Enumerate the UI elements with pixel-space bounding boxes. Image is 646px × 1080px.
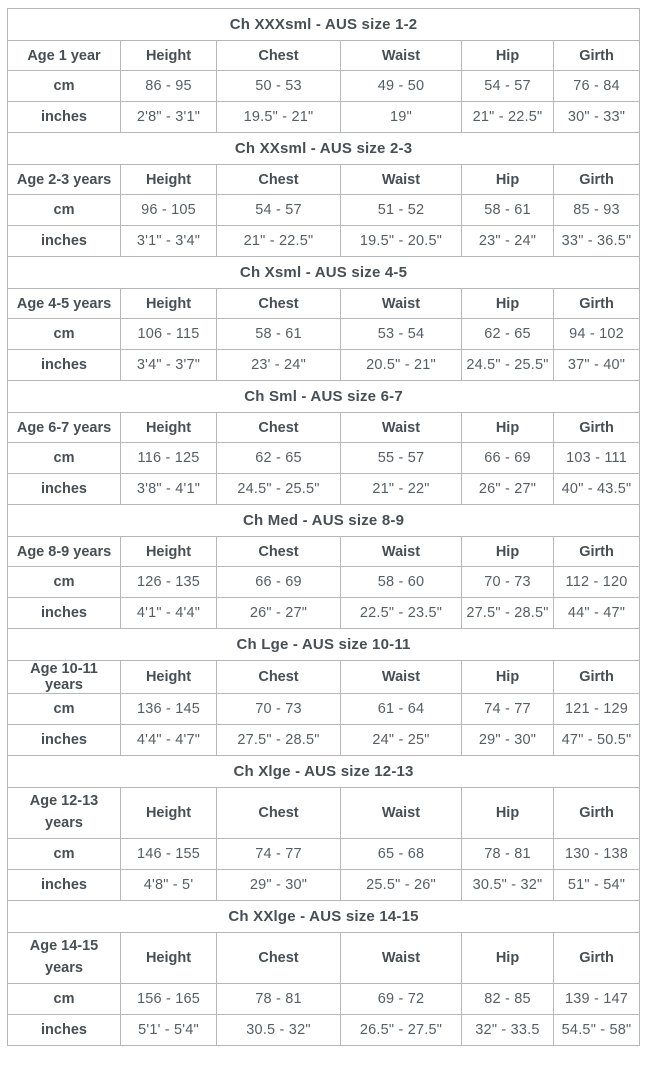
hip-header: Hip bbox=[462, 413, 554, 443]
measurement-value: 32" - 33.5 bbox=[462, 1015, 554, 1046]
measurement-value: 24.5" - 25.5" bbox=[462, 350, 554, 381]
measurement-value: 4'1" - 4'4" bbox=[121, 598, 217, 629]
measurement-value: 30" - 33" bbox=[554, 102, 640, 133]
age-header: Age 1 year bbox=[8, 41, 121, 71]
measurement-value: 30.5 - 32" bbox=[217, 1015, 341, 1046]
chest-header: Chest bbox=[217, 165, 341, 195]
inches-unit-label: inches bbox=[8, 725, 121, 756]
measurement-value: 78 - 81 bbox=[462, 839, 554, 870]
section-title-row bbox=[8, 381, 640, 413]
measurement-value: 22.5" - 23.5" bbox=[341, 598, 462, 629]
measurement-value: 21" - 22.5" bbox=[462, 102, 554, 133]
section-title-row bbox=[8, 756, 640, 788]
column-header-row bbox=[8, 413, 640, 443]
cm-unit-label: cm bbox=[8, 71, 121, 102]
inches-row bbox=[8, 1015, 640, 1046]
hip-header: Hip bbox=[462, 537, 554, 567]
chest-header: Chest bbox=[217, 933, 341, 984]
cm-unit-label: cm bbox=[8, 984, 121, 1015]
measurement-value: 23" - 24" bbox=[462, 226, 554, 257]
hip-header: Hip bbox=[462, 788, 554, 839]
section-title-row bbox=[8, 9, 640, 41]
girth-header: Girth bbox=[554, 537, 640, 567]
height-header: Height bbox=[121, 537, 217, 567]
cm-unit-label: cm bbox=[8, 694, 121, 725]
column-header-row bbox=[8, 661, 640, 694]
measurement-value: 19.5" - 21" bbox=[217, 102, 341, 133]
section-title: Ch XXsml - AUS size 2-3 bbox=[8, 133, 640, 165]
girth-header: Girth bbox=[554, 289, 640, 319]
height-header: Height bbox=[121, 933, 217, 984]
measurement-value: 61 - 64 bbox=[341, 694, 462, 725]
measurement-value: 70 - 73 bbox=[462, 567, 554, 598]
measurement-value: 33" - 36.5" bbox=[554, 226, 640, 257]
measurement-value: 29" - 30" bbox=[462, 725, 554, 756]
chest-header: Chest bbox=[217, 661, 341, 694]
section-title-row bbox=[8, 505, 640, 537]
cm-row bbox=[8, 443, 640, 474]
cm-unit-label: cm bbox=[8, 839, 121, 870]
cm-unit-label: cm bbox=[8, 319, 121, 350]
cm-row bbox=[8, 694, 640, 725]
measurement-value: 62 - 65 bbox=[217, 443, 341, 474]
cm-unit-label: cm bbox=[8, 567, 121, 598]
measurement-value: 5'1' - 5'4" bbox=[121, 1015, 217, 1046]
cm-row bbox=[8, 984, 640, 1015]
height-header: Height bbox=[121, 165, 217, 195]
height-header: Height bbox=[121, 41, 217, 71]
measurement-value: 51" - 54" bbox=[554, 870, 640, 901]
waist-header: Waist bbox=[341, 788, 462, 839]
measurement-value: 25.5" - 26" bbox=[341, 870, 462, 901]
waist-header: Waist bbox=[341, 933, 462, 984]
girth-header: Girth bbox=[554, 788, 640, 839]
height-header: Height bbox=[121, 788, 217, 839]
section-title: Ch Xsml - AUS size 4-5 bbox=[8, 257, 640, 289]
inches-row bbox=[8, 474, 640, 505]
measurement-value: 136 - 145 bbox=[121, 694, 217, 725]
waist-header: Waist bbox=[341, 413, 462, 443]
age-header: Age 6-7 years bbox=[8, 413, 121, 443]
measurement-value: 58 - 60 bbox=[341, 567, 462, 598]
measurement-value: 62 - 65 bbox=[462, 319, 554, 350]
chest-header: Chest bbox=[217, 289, 341, 319]
measurement-value: 24" - 25" bbox=[341, 725, 462, 756]
measurement-value: 146 - 155 bbox=[121, 839, 217, 870]
measurement-value: 29" - 30" bbox=[217, 870, 341, 901]
measurement-value: 126 - 135 bbox=[121, 567, 217, 598]
measurement-value: 121 - 129 bbox=[554, 694, 640, 725]
hip-header: Hip bbox=[462, 933, 554, 984]
inches-unit-label: inches bbox=[8, 870, 121, 901]
measurement-value: 54 - 57 bbox=[217, 195, 341, 226]
girth-header: Girth bbox=[554, 933, 640, 984]
measurement-value: 49 - 50 bbox=[341, 71, 462, 102]
measurement-value: 55 - 57 bbox=[341, 443, 462, 474]
age-header: Age 2-3 years bbox=[8, 165, 121, 195]
measurement-value: 82 - 85 bbox=[462, 984, 554, 1015]
age-header: Age 8-9 years bbox=[8, 537, 121, 567]
column-header-row bbox=[8, 537, 640, 567]
section-title-row bbox=[8, 257, 640, 289]
measurement-value: 44" - 47" bbox=[554, 598, 640, 629]
measurement-value: 3'1" - 3'4" bbox=[121, 226, 217, 257]
measurement-value: 156 - 165 bbox=[121, 984, 217, 1015]
girth-header: Girth bbox=[554, 165, 640, 195]
hip-header: Hip bbox=[462, 289, 554, 319]
measurement-value: 76 - 84 bbox=[554, 71, 640, 102]
measurement-value: 23' - 24" bbox=[217, 350, 341, 381]
measurement-value: 4'8" - 5' bbox=[121, 870, 217, 901]
measurement-value: 51 - 52 bbox=[341, 195, 462, 226]
measurement-value: 50 - 53 bbox=[217, 71, 341, 102]
measurement-value: 53 - 54 bbox=[341, 319, 462, 350]
measurement-value: 26" - 27" bbox=[217, 598, 341, 629]
measurement-value: 58 - 61 bbox=[217, 319, 341, 350]
measurement-value: 21" - 22.5" bbox=[217, 226, 341, 257]
height-header: Height bbox=[121, 289, 217, 319]
height-header: Height bbox=[121, 413, 217, 443]
measurement-value: 26.5" - 27.5" bbox=[341, 1015, 462, 1046]
section-title-row bbox=[8, 133, 640, 165]
inches-unit-label: inches bbox=[8, 226, 121, 257]
cm-row bbox=[8, 71, 640, 102]
column-header-row bbox=[8, 788, 640, 839]
inches-unit-label: inches bbox=[8, 102, 121, 133]
column-header-row bbox=[8, 289, 640, 319]
girth-header: Girth bbox=[554, 41, 640, 71]
section-title-row bbox=[8, 901, 640, 933]
measurement-value: 66 - 69 bbox=[462, 443, 554, 474]
hip-header: Hip bbox=[462, 41, 554, 71]
section-title: Ch Lge - AUS size 10-11 bbox=[8, 629, 640, 661]
girth-header: Girth bbox=[554, 661, 640, 694]
measurement-value: 106 - 115 bbox=[121, 319, 217, 350]
section-title-row bbox=[8, 629, 640, 661]
measurement-value: 74 - 77 bbox=[462, 694, 554, 725]
measurement-value: 47" - 50.5" bbox=[554, 725, 640, 756]
measurement-value: 20.5" - 21" bbox=[341, 350, 462, 381]
measurement-value: 3'4" - 3'7" bbox=[121, 350, 217, 381]
measurement-value: 19" bbox=[341, 102, 462, 133]
measurement-value: 116 - 125 bbox=[121, 443, 217, 474]
waist-header: Waist bbox=[341, 165, 462, 195]
measurement-value: 2'8" - 3'1" bbox=[121, 102, 217, 133]
measurement-value: 37" - 40" bbox=[554, 350, 640, 381]
age-header: Age 12-13 years bbox=[8, 788, 121, 839]
column-header-row bbox=[8, 165, 640, 195]
chest-header: Chest bbox=[217, 413, 341, 443]
measurement-value: 65 - 68 bbox=[341, 839, 462, 870]
inches-row bbox=[8, 598, 640, 629]
measurement-value: 27.5" - 28.5" bbox=[462, 598, 554, 629]
chest-header: Chest bbox=[217, 537, 341, 567]
section-title: Ch XXlge - AUS size 14-15 bbox=[8, 901, 640, 933]
measurement-value: 94 - 102 bbox=[554, 319, 640, 350]
inches-row bbox=[8, 350, 640, 381]
waist-header: Waist bbox=[341, 289, 462, 319]
section-title: Ch XXXsml - AUS size 1-2 bbox=[8, 9, 640, 41]
inches-row bbox=[8, 870, 640, 901]
inches-unit-label: inches bbox=[8, 598, 121, 629]
column-header-row bbox=[8, 933, 640, 984]
measurement-value: 85 - 93 bbox=[554, 195, 640, 226]
measurement-value: 21" - 22" bbox=[341, 474, 462, 505]
measurement-value: 86 - 95 bbox=[121, 71, 217, 102]
inches-unit-label: inches bbox=[8, 474, 121, 505]
measurement-value: 19.5" - 20.5" bbox=[341, 226, 462, 257]
chest-header: Chest bbox=[217, 788, 341, 839]
age-header: Age 14-15 years bbox=[8, 933, 121, 984]
measurement-value: 54 - 57 bbox=[462, 71, 554, 102]
measurement-value: 96 - 105 bbox=[121, 195, 217, 226]
girth-header: Girth bbox=[554, 413, 640, 443]
height-header: Height bbox=[121, 661, 217, 694]
chest-header: Chest bbox=[217, 41, 341, 71]
measurement-value: 70 - 73 bbox=[217, 694, 341, 725]
measurement-value: 74 - 77 bbox=[217, 839, 341, 870]
column-header-row bbox=[8, 41, 640, 71]
cm-row bbox=[8, 195, 640, 226]
cm-row bbox=[8, 567, 640, 598]
inches-row bbox=[8, 226, 640, 257]
section-title: Ch Sml - AUS size 6-7 bbox=[8, 381, 640, 413]
waist-header: Waist bbox=[341, 537, 462, 567]
section-title: Ch Xlge - AUS size 12-13 bbox=[8, 756, 640, 788]
cm-row bbox=[8, 839, 640, 870]
measurement-value: 4'4" - 4'7" bbox=[121, 725, 217, 756]
measurement-value: 54.5" - 58" bbox=[554, 1015, 640, 1046]
cm-unit-label: cm bbox=[8, 195, 121, 226]
section-title: Ch Med - AUS size 8-9 bbox=[8, 505, 640, 537]
measurement-value: 30.5" - 32" bbox=[462, 870, 554, 901]
measurement-value: 69 - 72 bbox=[341, 984, 462, 1015]
inches-row bbox=[8, 725, 640, 756]
measurement-value: 78 - 81 bbox=[217, 984, 341, 1015]
age-header: Age 10-11 years bbox=[8, 661, 121, 694]
measurement-value: 66 - 69 bbox=[217, 567, 341, 598]
cm-row bbox=[8, 319, 640, 350]
inches-unit-label: inches bbox=[8, 1015, 121, 1046]
inches-row bbox=[8, 102, 640, 133]
inches-unit-label: inches bbox=[8, 350, 121, 381]
waist-header: Waist bbox=[341, 41, 462, 71]
age-header: Age 4-5 years bbox=[8, 289, 121, 319]
measurement-value: 24.5" - 25.5" bbox=[217, 474, 341, 505]
cm-unit-label: cm bbox=[8, 443, 121, 474]
measurement-value: 27.5" - 28.5" bbox=[217, 725, 341, 756]
hip-header: Hip bbox=[462, 661, 554, 694]
measurement-value: 58 - 61 bbox=[462, 195, 554, 226]
measurement-value: 40" - 43.5" bbox=[554, 474, 640, 505]
measurement-value: 3'8" - 4'1" bbox=[121, 474, 217, 505]
measurement-value: 112 - 120 bbox=[554, 567, 640, 598]
hip-header: Hip bbox=[462, 165, 554, 195]
measurement-value: 103 - 111 bbox=[554, 443, 640, 474]
measurement-value: 26" - 27" bbox=[462, 474, 554, 505]
measurement-value: 130 - 138 bbox=[554, 839, 640, 870]
waist-header: Waist bbox=[341, 661, 462, 694]
measurement-value: 139 - 147 bbox=[554, 984, 640, 1015]
size-chart-table bbox=[7, 8, 640, 1046]
